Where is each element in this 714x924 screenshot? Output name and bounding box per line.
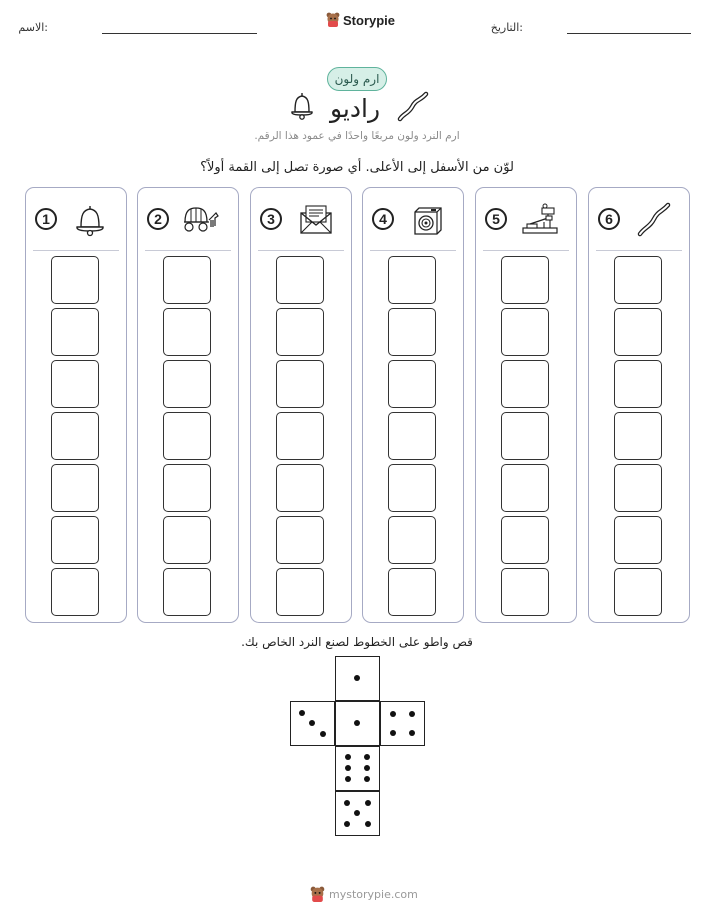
color-square[interactable] xyxy=(51,360,99,408)
column-number: 1 xyxy=(35,208,57,230)
pip xyxy=(364,765,370,771)
column-divider xyxy=(596,250,682,251)
pip xyxy=(344,821,350,827)
color-square[interactable] xyxy=(276,256,324,304)
color-square[interactable] xyxy=(614,360,662,408)
dice-face-1 xyxy=(335,701,380,746)
pip xyxy=(365,800,371,806)
pip xyxy=(309,720,315,726)
name-line[interactable] xyxy=(102,33,257,34)
color-square[interactable] xyxy=(276,516,324,564)
color-square[interactable] xyxy=(614,308,662,356)
pip xyxy=(345,765,351,771)
color-square[interactable] xyxy=(388,568,436,616)
bear-logo-icon xyxy=(310,886,325,903)
race-column-4 xyxy=(362,187,464,623)
pip xyxy=(390,711,396,717)
pip xyxy=(320,731,326,737)
wagon-icon xyxy=(182,200,222,240)
color-square[interactable] xyxy=(614,464,662,512)
cable-icon xyxy=(396,91,430,123)
color-square[interactable] xyxy=(163,308,211,356)
dice-face-4 xyxy=(380,701,425,746)
pip xyxy=(345,776,351,782)
column-number: 4 xyxy=(372,208,394,230)
color-square[interactable] xyxy=(51,412,99,460)
color-square[interactable] xyxy=(163,464,211,512)
color-square[interactable] xyxy=(276,568,324,616)
column-number: 5 xyxy=(485,208,507,230)
column-number: 2 xyxy=(147,208,169,230)
column-number: 3 xyxy=(260,208,282,230)
color-square[interactable] xyxy=(163,256,211,304)
color-square[interactable] xyxy=(51,464,99,512)
color-square[interactable] xyxy=(388,256,436,304)
pip xyxy=(364,776,370,782)
brand-logo xyxy=(326,12,395,28)
pip xyxy=(345,754,351,760)
pip xyxy=(390,730,396,736)
color-square[interactable] xyxy=(276,360,324,408)
pip xyxy=(299,710,305,716)
color-square[interactable] xyxy=(501,568,549,616)
color-square[interactable] xyxy=(163,516,211,564)
bell-icon xyxy=(70,200,110,240)
color-square[interactable] xyxy=(51,256,99,304)
pip xyxy=(409,730,415,736)
column-divider xyxy=(258,250,344,251)
color-square[interactable] xyxy=(163,412,211,460)
pip xyxy=(344,800,350,806)
race-column-2 xyxy=(137,187,239,623)
pip xyxy=(354,675,360,681)
column-number: 6 xyxy=(598,208,620,230)
bear-logo-icon xyxy=(326,12,340,28)
question-text: لوّن من الأسفل إلى الأعلى. أي صورة تصل إلى القمة أولاً؟ xyxy=(200,160,514,175)
color-square[interactable] xyxy=(276,464,324,512)
cut-instruction: قص واطو على الخطوط لصنع النرد الخاص بك. xyxy=(241,635,473,649)
color-square[interactable] xyxy=(388,516,436,564)
roll-color-badge: ارم ولون xyxy=(327,67,387,91)
color-square[interactable] xyxy=(614,568,662,616)
color-square[interactable] xyxy=(276,412,324,460)
color-square[interactable] xyxy=(276,308,324,356)
dice-face-3 xyxy=(290,701,335,746)
race-column-1 xyxy=(25,187,127,623)
color-square[interactable] xyxy=(51,516,99,564)
speaker-icon xyxy=(407,200,447,240)
color-square[interactable] xyxy=(501,256,549,304)
pip xyxy=(354,720,360,726)
brand-name: Storypie xyxy=(343,12,396,28)
color-square[interactable] xyxy=(501,516,549,564)
column-divider xyxy=(370,250,456,251)
color-square[interactable] xyxy=(388,464,436,512)
pip xyxy=(364,754,370,760)
dice-face-6 xyxy=(335,746,380,791)
color-square[interactable] xyxy=(388,308,436,356)
pip xyxy=(409,711,415,717)
color-square[interactable] xyxy=(614,412,662,460)
dice-face-1 xyxy=(335,656,380,701)
date-line[interactable] xyxy=(567,33,691,34)
dice-face-5 xyxy=(335,791,380,836)
color-square[interactable] xyxy=(501,412,549,460)
pip xyxy=(365,821,371,827)
column-divider xyxy=(483,250,569,251)
color-square[interactable] xyxy=(388,360,436,408)
page-title: راديو xyxy=(330,94,381,123)
telegraph-icon xyxy=(520,200,560,240)
color-square[interactable] xyxy=(501,308,549,356)
cable-icon xyxy=(633,200,673,240)
footer xyxy=(310,886,418,903)
envelope-icon xyxy=(295,200,335,240)
bell-icon xyxy=(287,90,317,122)
column-divider xyxy=(33,250,119,251)
color-square[interactable] xyxy=(614,516,662,564)
color-square[interactable] xyxy=(51,568,99,616)
pip xyxy=(354,810,360,816)
instruction-subtitle: ارم النرد ولون مربعًا واحدًا في عمود هذا الرقم. xyxy=(254,130,460,142)
color-square[interactable] xyxy=(614,256,662,304)
race-column-3 xyxy=(250,187,352,623)
column-divider xyxy=(145,250,231,251)
race-column-5 xyxy=(475,187,577,623)
color-square[interactable] xyxy=(163,568,211,616)
footer-site[interactable]: mystorypie.com xyxy=(329,888,418,901)
name-label: الاسم: xyxy=(18,21,48,34)
color-square[interactable] xyxy=(501,464,549,512)
color-square[interactable] xyxy=(51,308,99,356)
color-square[interactable] xyxy=(388,412,436,460)
race-column-6 xyxy=(588,187,690,623)
color-square[interactable] xyxy=(501,360,549,408)
date-label: التاريخ: xyxy=(490,21,523,34)
color-square[interactable] xyxy=(163,360,211,408)
